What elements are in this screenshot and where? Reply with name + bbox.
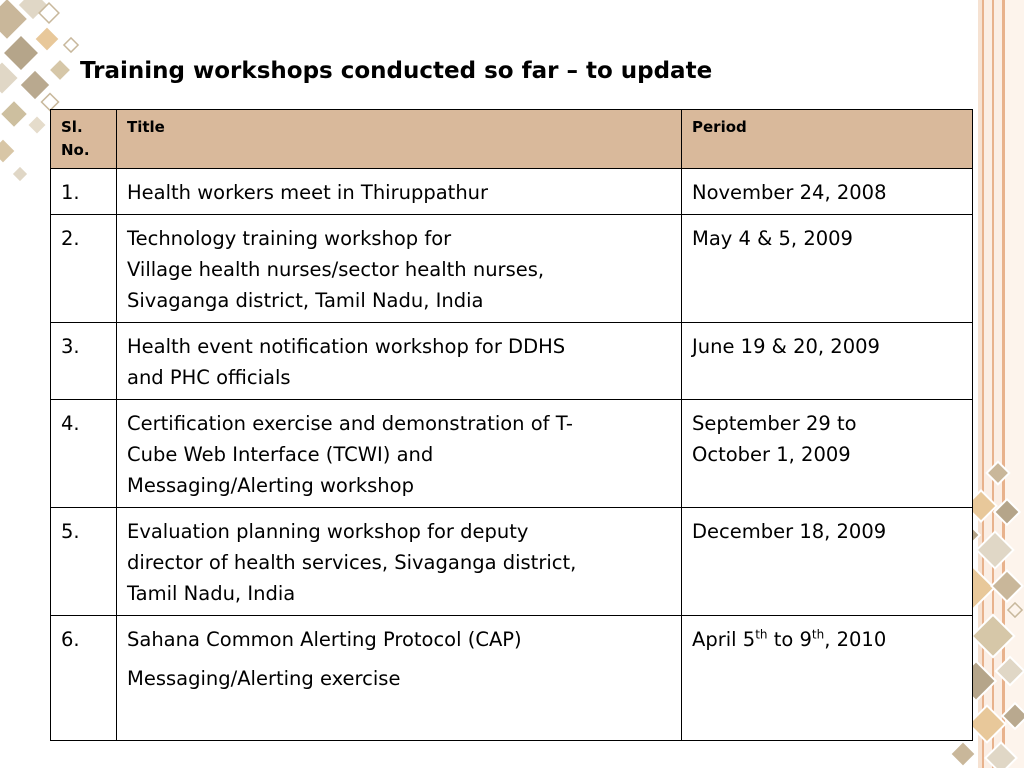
row-title-line: Messaging/Alerting exercise — [127, 667, 401, 690]
row-period — [682, 215, 973, 323]
row-number: 5. — [51, 508, 117, 616]
row-title-line: Cube Web Interface (TCWI) and — [127, 443, 434, 466]
row-period-line: October 1, 2009 — [692, 443, 851, 466]
row-period — [682, 400, 973, 508]
row-title — [117, 508, 682, 616]
row-period-line: September 29 to — [692, 412, 857, 435]
workshops-table — [50, 109, 973, 741]
row-period-line: November 24, 2008 — [692, 181, 887, 204]
period-text: , 2010 — [824, 628, 887, 651]
row-title-line: Technology training workshop for — [127, 227, 452, 250]
ordinal-suffix: th — [811, 627, 825, 642]
slide-title: Training workshops conducted so far – to update — [80, 58, 713, 84]
header-title: Title — [117, 110, 682, 169]
row-number: 1. — [51, 169, 117, 215]
row-title — [117, 616, 682, 741]
row-number: 3. — [51, 323, 117, 400]
row-period-line: May 4 & 5, 2009 — [692, 227, 853, 250]
row-number: 4. — [51, 400, 117, 508]
row-title-line: Health event notification workshop for DDHS — [127, 335, 566, 358]
row-period — [682, 323, 973, 400]
row-number: 2. — [51, 215, 117, 323]
header-sl-no-line1: Sl. — [61, 118, 83, 136]
row-title-line: Messaging/Alerting workshop — [127, 474, 414, 497]
row-number: 6. — [51, 616, 117, 741]
row-title-line: Sahana Common Alerting Protocol (CAP) — [127, 628, 522, 651]
row-title — [117, 215, 682, 323]
table-row — [51, 215, 973, 323]
header-sl-no-line2: No. — [61, 141, 90, 159]
header-period: Period — [682, 110, 973, 169]
period-text: to 9 — [767, 628, 812, 651]
table-row — [51, 169, 973, 215]
row-title-line: Tamil Nadu, India — [127, 582, 296, 605]
row-period — [682, 169, 973, 215]
row-title — [117, 400, 682, 508]
header-sl-no — [51, 110, 117, 169]
row-period — [682, 508, 973, 616]
table-row — [51, 616, 973, 741]
row-title-line: Village health nurses/sector health nurses, — [127, 258, 545, 281]
row-title-line: Health workers meet in Thiruppathur — [127, 181, 489, 204]
row-title-line: Sivaganga district, Tamil Nadu, India — [127, 289, 484, 312]
row-period-line: June 19 & 20, 2009 — [692, 335, 880, 358]
table-row — [51, 508, 973, 616]
ordinal-suffix: th — [755, 627, 768, 642]
table-header-row — [51, 110, 973, 169]
row-title — [117, 323, 682, 400]
row-title-line: and PHC officials — [127, 366, 291, 389]
row-period — [682, 616, 973, 741]
row-period-line: December 18, 2009 — [692, 520, 887, 543]
row-title-line: Certification exercise and demonstration of T- — [127, 412, 573, 435]
table-row — [51, 400, 973, 508]
table-row — [51, 323, 973, 400]
row-title — [117, 169, 682, 215]
row-title-line: Evaluation planning workshop for deputy — [127, 520, 529, 543]
row-title-line: director of health services, Sivaganga district, — [127, 551, 577, 574]
period-text: April 5 — [692, 628, 756, 651]
